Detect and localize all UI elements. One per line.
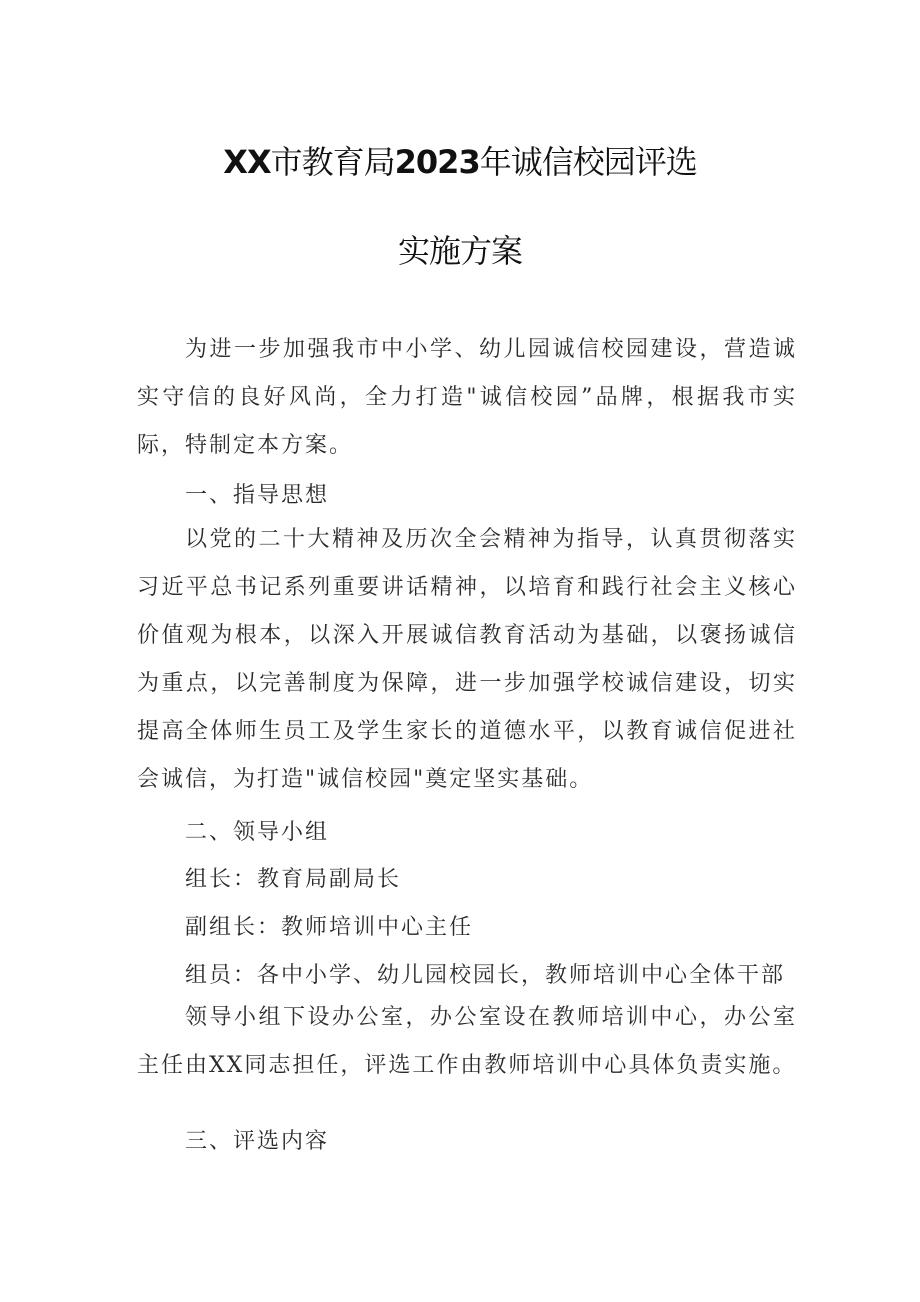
title-mid: 市教育局 (270, 143, 395, 181)
title-rest: 年诚信校园评选 (479, 143, 697, 181)
office-paragraph: 领导小组下设办公室，办公室设在教师培训中心，办公室主任由XX同志担任，评选工作由教师培训中心具体负责实施。 (137, 1005, 797, 1078)
title-prefix: XX (223, 143, 271, 181)
intro-paragraph: 为进一步加强我市中小学、幼儿园诚信校园建设，营造诚实守信的良好风尚，全力打造"诚信校园”品牌，根据我市实际，特制定本方案。 (137, 337, 797, 458)
section3-heading: 三、评选内容 (185, 1129, 330, 1154)
document-title-line2: 实施方案 (397, 232, 522, 270)
deputy-leader-line: 副组长：教师培训中心主任 (185, 915, 474, 940)
section1-heading: 一、指导思想 (185, 483, 330, 508)
section1-body: 以党的二十大精神及历次全会精神为指导，认真贯彻落实习近平总书记系列重要讲话精神，以培育和践行社会主义核心价值观为根本，以深入开展诚信教育活动为基础，以褒扬诚信为重点，以完善制度为保障，进一步加强学校诚信建设，切实提高全体师生员工及学生家长的道德水平，以教育诚信促进社会诚信，为打造"诚信校园"奠定坚实基础。 (137, 527, 797, 792)
members-line: 组员：各中小学、幼儿园校园长，教师培训中心全体干部 (185, 963, 786, 988)
leader-line: 组长：教育局副局长 (185, 867, 402, 892)
document-title-line1 (0, 137, 920, 183)
title-year: 2023 (394, 143, 480, 181)
section2-heading: 二、领导小组 (185, 820, 330, 845)
